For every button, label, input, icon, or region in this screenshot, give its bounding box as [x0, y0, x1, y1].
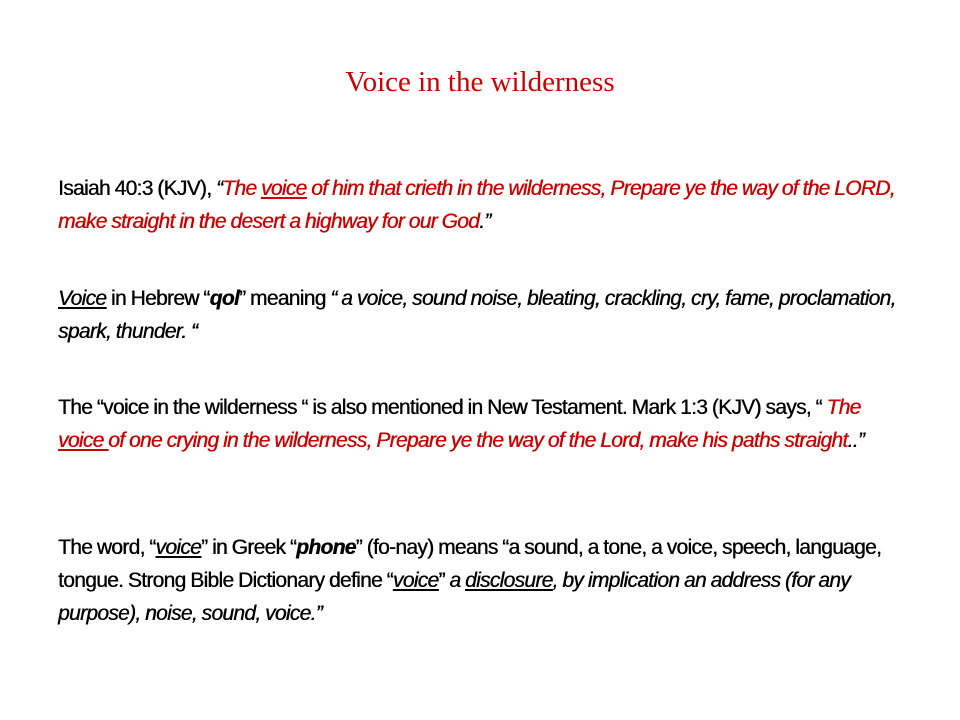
mark-intro: The “voice in the wilderness “ is also mentioned in New Testament. Mark 1:3 (KJV) says, “ [58, 396, 827, 419]
isaiah-quote-voice: voice [260, 177, 307, 200]
greek-label: ” in Greek “ [201, 536, 297, 559]
hebrew-voice-term: Voice [58, 287, 107, 310]
paragraph-hebrew [58, 282, 908, 348]
greek-word-phone: phone [296, 536, 356, 559]
greek-voice-term: voice [155, 536, 202, 559]
mark-quote-start: The [826, 396, 861, 419]
paragraph-mark [58, 391, 908, 457]
strong-definition: , by implication an address (for any purpose), noise, sound, voice.” [58, 569, 850, 625]
strong-voice-term: voice [392, 569, 439, 592]
slide-title: Voice in the wilderness [345, 66, 615, 98]
mark-quote-voice: voice [58, 429, 109, 452]
greek-meaning: ” (fo-nay) means “a sound, a tone, a voice, speech, language, tongue. Strong Bible Dictionary define “ [58, 536, 882, 592]
open-quote: “ [215, 177, 223, 200]
paragraph-greek [58, 531, 908, 630]
hebrew-meaning-label: ” meaning [238, 287, 331, 310]
mark-quote-text: of one crying in the wilderness, Prepare ye the way of the Lord, make his paths straight [108, 429, 848, 452]
hebrew-definition: “ a voice, sound noise, bleating, crackling, cry, fame, proclamation, spark, thunder. “ [58, 287, 896, 343]
paragraph-isaiah [58, 172, 908, 238]
hebrew-word-qol: qol [209, 287, 239, 310]
mark-quote-end: ..” [847, 429, 865, 452]
isaiah-reference: Isaiah 40:3 (KJV), [58, 177, 216, 200]
isaiah-quote-end: .” [479, 210, 491, 233]
isaiah-quote-text: of him that crieth in the wilderness, Prepare ye the way of the LORD, make straight in the desert a highway for our God [58, 177, 895, 233]
hebrew-intro: in Hebrew “ [106, 287, 210, 310]
strong-quote-close: ” [438, 569, 450, 592]
greek-intro: The word, “ [58, 536, 156, 559]
strong-disclosure: disclosure [464, 569, 553, 592]
isaiah-quote-start: The [222, 177, 261, 200]
strong-article: a [449, 569, 465, 592]
